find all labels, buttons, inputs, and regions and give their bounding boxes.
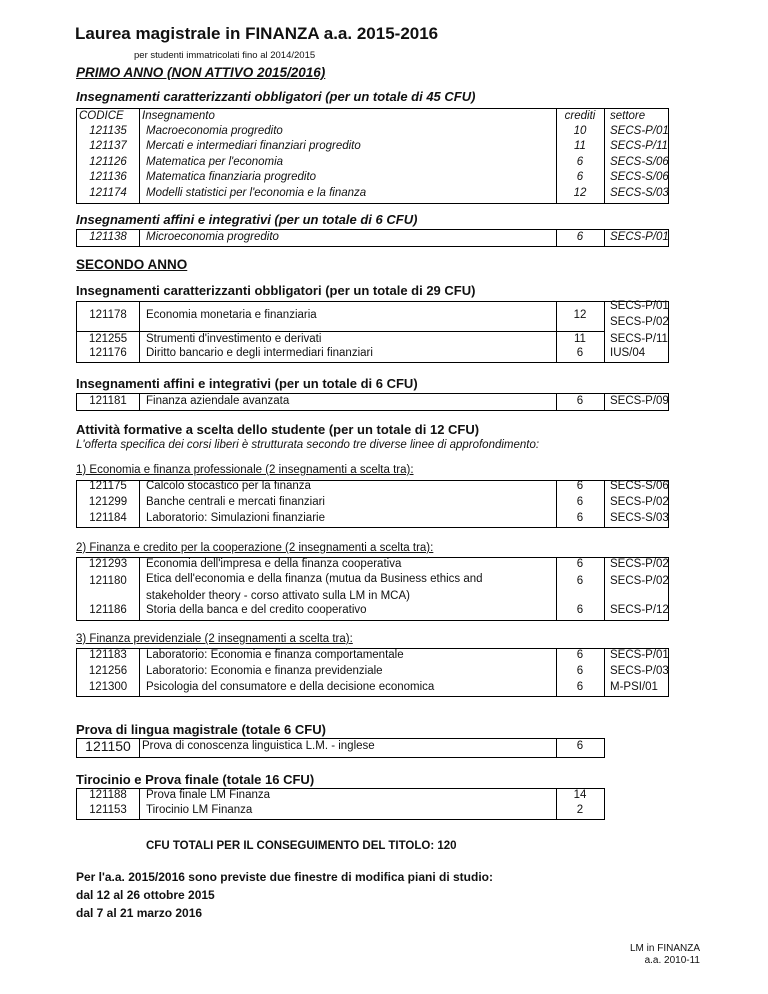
course-name: Matematica finanziaria progredito xyxy=(146,171,317,183)
course-code: 121176 xyxy=(89,347,127,359)
course-credits: 6 xyxy=(576,395,584,407)
course-name: Laboratorio: Simulazioni finanziarie xyxy=(146,512,325,524)
year1-section1-heading: Insegnamenti caratterizzanti obbligatori (per un totale di 45 CFU) xyxy=(76,89,476,104)
course-name: Strumenti d'investimento e derivati xyxy=(146,333,322,345)
course-credits: 14 xyxy=(573,789,587,801)
course-name: Matematica per l'economia xyxy=(146,156,284,168)
course-code: 121178 xyxy=(89,309,127,321)
course-credits: 12 xyxy=(573,187,587,199)
course-sector: SECS-P/09 xyxy=(610,395,669,407)
col-sector-header: settore xyxy=(610,110,646,122)
course-code: 121174 xyxy=(89,187,127,199)
year1-section2-divider xyxy=(139,229,140,247)
course-credits: 6 xyxy=(576,681,584,693)
course-credits: 6 xyxy=(576,480,584,492)
year2-section4-divider xyxy=(139,738,140,758)
course-sector: SECS-S/03 xyxy=(610,512,669,524)
year1-section2-heading: Insegnamenti affini e integrativi (per un totale di 6 CFU) xyxy=(76,212,418,227)
course-name: Storia della banca e del credito cooperativo xyxy=(146,604,367,616)
group2-divider xyxy=(139,557,140,621)
course-credits: 10 xyxy=(573,125,587,137)
course-sector: SECS-S/03 xyxy=(610,187,669,199)
course-sector: SECS-P/02 xyxy=(610,496,669,508)
course-credits: 6 xyxy=(576,171,584,183)
year2-section1-divider xyxy=(139,301,140,363)
course-code: 121188 xyxy=(89,789,127,801)
course-credits: 6 xyxy=(576,649,584,661)
course-name: Calcolo stocastico per la finanza xyxy=(146,480,311,492)
course-name: Prova di conoscenza linguistica L.M. - inglese xyxy=(142,740,375,752)
year2-section1-heading: Insegnamenti caratterizzanti obbligatori (per un totale di 29 CFU) xyxy=(76,283,476,298)
course-name: Tirocinio LM Finanza xyxy=(146,804,253,816)
course-name: Diritto bancario e degli intermediari finanziari xyxy=(146,347,373,359)
course-credits: 6 xyxy=(576,740,584,752)
course-sector: SECS-P/01 xyxy=(610,231,669,243)
course-sector: M-PSI/01 xyxy=(610,681,658,693)
course-code: 121186 xyxy=(89,604,127,616)
course-code: 121293 xyxy=(88,558,128,570)
course-name: Modelli statistici per l'economia e la finanza xyxy=(146,187,367,199)
course-sector: IUS/04 xyxy=(610,347,646,359)
year2-section1-credits-divider xyxy=(556,331,605,332)
year2-section3-heading: Attività formative a scelta dello studente (per un totale di 12 CFU) xyxy=(76,422,480,437)
group2-heading: 2) Finanza e credito per la cooperazione (2 insegnamenti a scelta tra): xyxy=(76,542,434,554)
group1-divider xyxy=(139,480,140,528)
course-name: Laboratorio: Economia e finanza comportamentale xyxy=(146,649,404,661)
year2-section4-heading: Prova di lingua magistrale (totale 6 CFU) xyxy=(76,722,326,737)
course-credits: 6 xyxy=(576,665,584,677)
course-code: 121183 xyxy=(89,649,127,661)
course-sector: SECS-P/11 xyxy=(610,140,668,152)
info-line-3: dal 7 al 21 marzo 2016 xyxy=(76,906,203,920)
course-credits: 6 xyxy=(576,604,584,616)
col-name-header: Insegnamento xyxy=(142,110,215,122)
course-code: 121256 xyxy=(88,665,128,677)
footer-line-2: a.a. 2010-11 xyxy=(644,955,700,966)
course-code: 121136 xyxy=(89,171,127,183)
year2-section2-divider xyxy=(139,393,140,411)
course-code: 121137 xyxy=(89,140,127,152)
course-name: Finanza aziendale avanzata xyxy=(146,395,290,407)
course-sector: SECS-P/01 xyxy=(610,649,669,661)
course-credits: 6 xyxy=(576,496,584,508)
course-sector: SECS-P/03 xyxy=(610,665,669,677)
course-credits: 6 xyxy=(576,231,584,243)
course-code: 121135 xyxy=(89,125,127,137)
total-credits-text: CFU TOTALI PER IL CONSEGUIMENTO DEL TITOLO: 120 xyxy=(146,840,457,852)
course-code: 121150 xyxy=(85,738,131,754)
year2-heading: SECONDO ANNO xyxy=(76,257,188,272)
course-sector: SECS-P/02 xyxy=(610,575,669,587)
course-code: 121184 xyxy=(89,512,127,524)
course-name: Mercati e intermediari finanziari progredito xyxy=(146,140,361,152)
course-code: 121255 xyxy=(88,333,128,345)
course-sector: SECS-P/02 xyxy=(610,558,669,570)
year2-section5-heading: Tirocinio e Prova finale (totale 16 CFU) xyxy=(76,772,315,787)
course-code: 121181 xyxy=(89,395,127,407)
course-name: Economia monetaria e finanziaria xyxy=(146,309,317,321)
year1-heading: PRIMO ANNO (NON ATTIVO 2015/2016) xyxy=(76,65,326,80)
course-sector: SECS-S/06 xyxy=(610,156,669,168)
group1-heading: 1) Economia e finanza professionale (2 insegnamenti a scelta tra): xyxy=(76,464,414,476)
course-code: 121180 xyxy=(89,575,127,587)
course-credits: 6 xyxy=(576,156,584,168)
page-title: Laurea magistrale in FINANZA a.a. 2015-2016 xyxy=(75,24,439,43)
course-code: 121175 xyxy=(89,480,127,492)
course-code: 121299 xyxy=(88,496,128,508)
course-sector: SECS-P/02 xyxy=(610,316,669,328)
course-sector: SECS-S/06 xyxy=(610,480,669,492)
info-line-1: Per l'a.a. 2015/2016 sono previste due finestre di modifica piani di studio: xyxy=(76,870,493,884)
course-name: Macroeconomia progredito xyxy=(146,125,283,137)
year2-section3-note: L'offerta specifica dei corsi liberi è strutturata secondo tre diverse linee di approfondimento: xyxy=(76,439,540,451)
group3-divider xyxy=(139,648,140,697)
course-credits: 2 xyxy=(576,804,584,816)
course-credits: 11 xyxy=(574,333,586,345)
course-sector: SECS-P/12 xyxy=(610,604,669,616)
course-name: Laboratorio: Economia e finanza previdenziale xyxy=(146,665,383,677)
year2-section1-row-divider xyxy=(76,331,557,332)
course-name: Economia dell'impresa e della finanza cooperativa xyxy=(146,558,402,570)
col-credits-header: crediti xyxy=(564,110,596,122)
course-name: Microeconomia progredito xyxy=(146,231,279,243)
course-credits: 6 xyxy=(576,575,584,587)
course-sector: SECS-S/06 xyxy=(610,171,669,183)
course-name: Banche centrali e mercati finanziari xyxy=(146,496,325,508)
year2-section2-heading: Insegnamenti affini e integrativi (per un totale di 6 CFU) xyxy=(76,376,418,391)
course-name: Psicologia del consumatore e della decisione economica xyxy=(146,681,435,693)
course-credits: 11 xyxy=(574,140,586,152)
page-subtitle: per studenti immatricolati fino al 2014/2015 xyxy=(134,50,316,61)
course-credits: 6 xyxy=(576,512,584,524)
course-code: 121153 xyxy=(89,804,127,816)
info-line-2: dal 12 al 26 ottobre 2015 xyxy=(76,888,215,902)
course-code: 121138 xyxy=(89,231,127,243)
group3-heading: 3) Finanza previdenziale (2 insegnamenti a scelta tra): xyxy=(76,633,353,645)
course-name: Prova finale LM Finanza xyxy=(146,789,271,801)
course-sector: SECS-P/01 xyxy=(610,300,669,312)
course-code: 121300 xyxy=(88,681,128,693)
course-credits: 6 xyxy=(576,347,584,359)
year2-section5-divider xyxy=(139,788,140,820)
col-code-header: CODICE xyxy=(79,110,124,122)
course-credits: 12 xyxy=(573,309,587,321)
course-name: Etica dell'economia e della finanza (mutua da Business ethics and stakeholder theory - corso attivato sulla LM in MCA) xyxy=(146,573,483,602)
course-credits: 6 xyxy=(576,558,584,570)
year1-section1-divider xyxy=(139,108,140,204)
footer-line-1: LM in FINANZA xyxy=(629,943,700,954)
course-sector: SECS-P/11 xyxy=(610,333,668,345)
course-code: 121126 xyxy=(89,156,127,168)
course-sector: SECS-P/01 xyxy=(610,125,669,137)
